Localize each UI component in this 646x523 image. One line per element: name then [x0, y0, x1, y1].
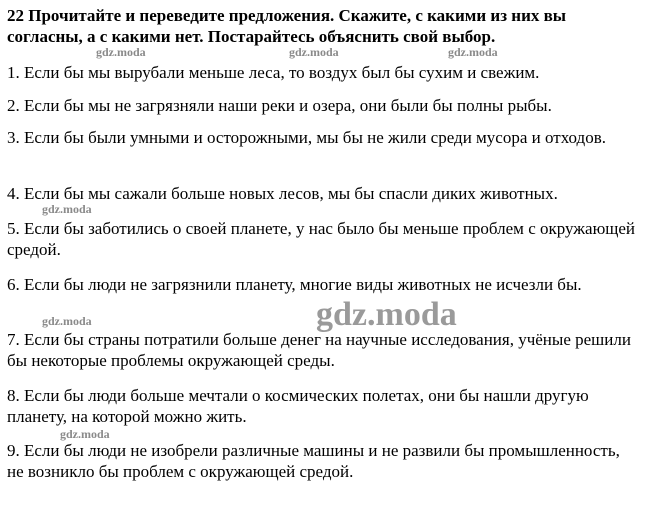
sentence-7: 7. Если бы страны потратили больше денег на научные исследования, учёные решили бы некоторые проблемы окружающей среды.: [7, 330, 631, 370]
watermark: gdz.moda: [42, 314, 92, 328]
watermark-large: gdz.moda: [316, 296, 457, 333]
sentence-5: 5. Если бы заботились о своей планете, у нас было бы меньше проблем с окружающей средой.: [7, 219, 636, 259]
watermark: gdz.moda: [60, 427, 110, 441]
sentence-4: 4. Если бы мы сажали больше новых лесов, мы бы спасли диких животных.: [7, 184, 558, 203]
sentence-3: 3. Если бы были умными и осторожными, мы бы не жили среди мусора и отходов.: [7, 128, 606, 147]
watermark: gdz.moda: [289, 45, 339, 59]
sentence-6: 6. Если бы люди не загрязнили планету, многие виды животных не исчезли бы.: [7, 275, 582, 294]
sentence-2: 2. Если бы мы не загрязняли наши реки и озера, они были бы полны рыбы.: [7, 96, 552, 115]
task-title: 22 Прочитайте и переведите предложения. Скажите, с какими из них вы согласны, а с какими нет. Постарайтесь объяснить свой выбор.: [7, 6, 567, 46]
sentence-1: 1. Если бы мы вырубали меньше леса, то воздух был бы сухим и свежим.: [7, 63, 540, 82]
watermark: gdz.moda: [42, 202, 92, 216]
watermark: gdz.moda: [96, 45, 146, 59]
watermark: gdz.moda: [448, 45, 498, 59]
sentence-9: 9. Если бы люди не изобрели различные машины и не развили бы промышленность, не возникло бы проблем с окружающей средой.: [7, 441, 620, 481]
sentence-8: 8. Если бы люди больше мечтали о космических полетах, они бы нашли другую планету, на которой можно жить.: [7, 386, 589, 426]
